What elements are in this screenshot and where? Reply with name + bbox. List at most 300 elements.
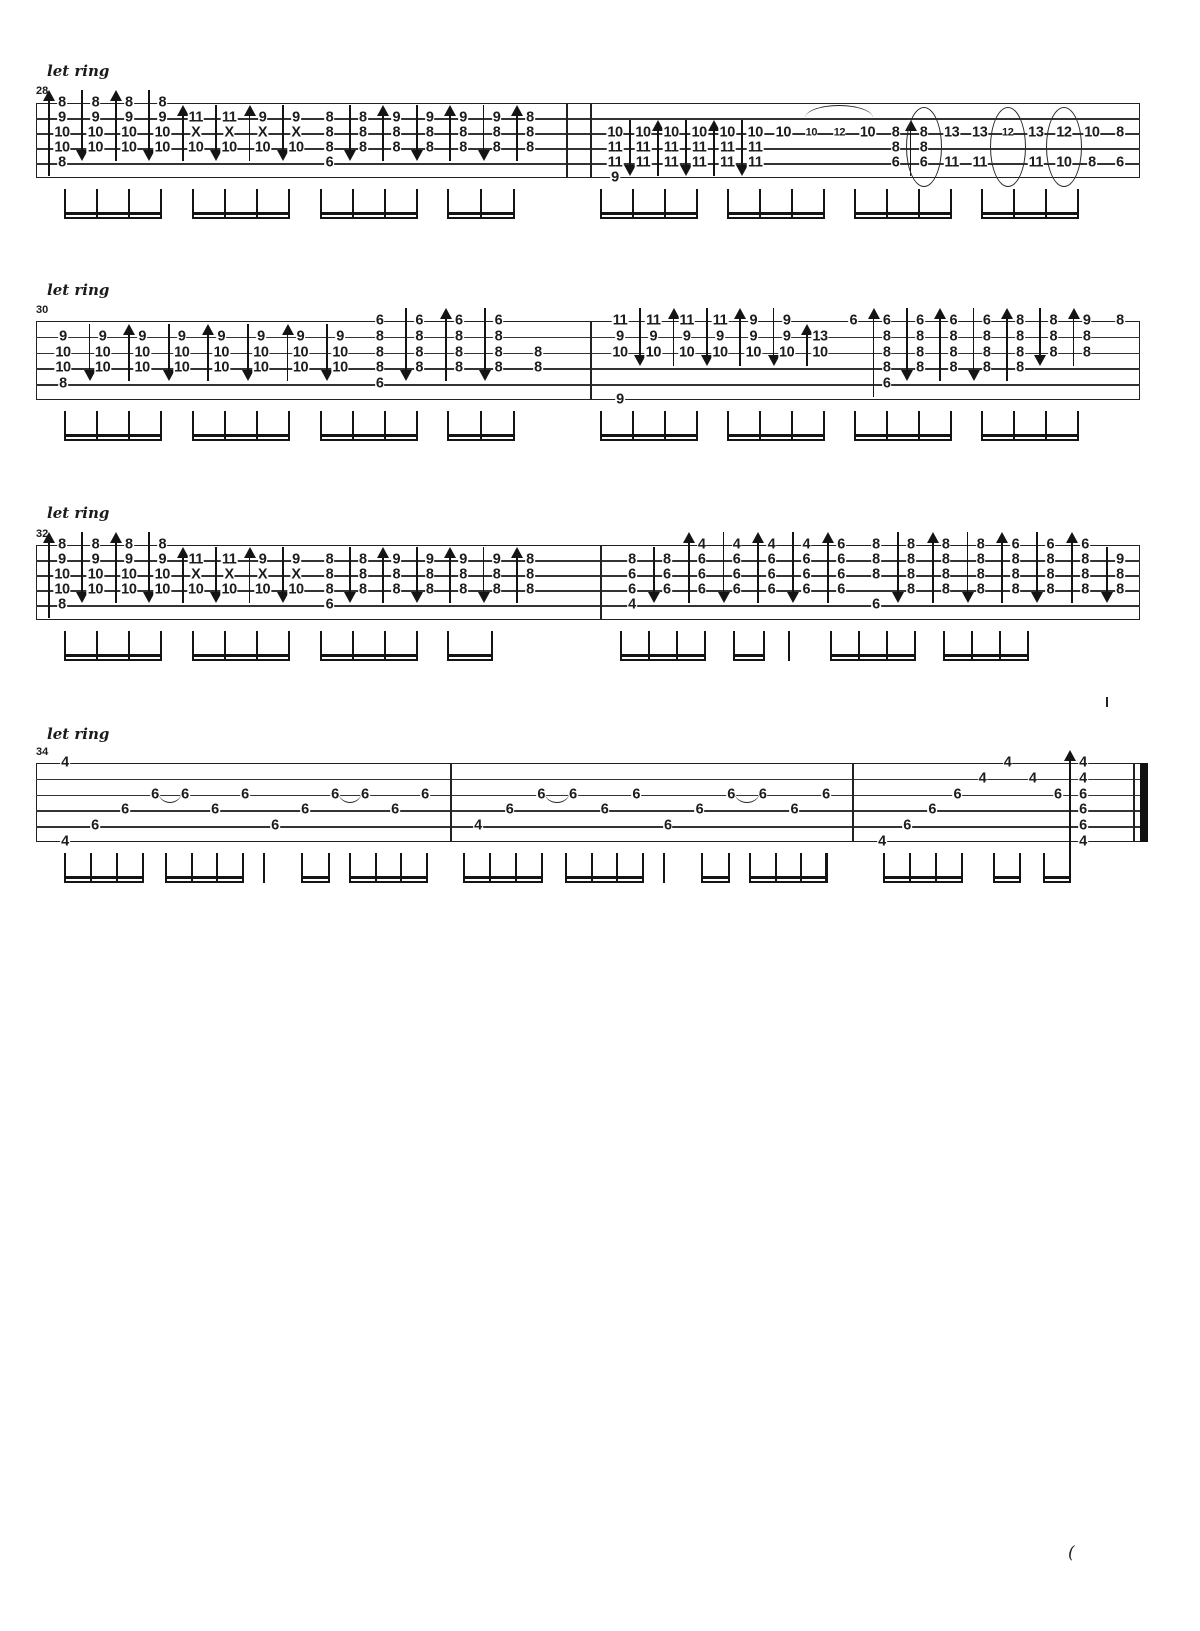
arrow-line	[326, 324, 328, 373]
fret-number: 8	[425, 139, 434, 156]
fret-number: 6	[1116, 154, 1124, 171]
fret-number: 8	[526, 551, 534, 568]
beam-bar	[301, 876, 330, 879]
fret-number: 8	[916, 360, 924, 376]
arrow-line	[182, 114, 184, 161]
arrow-line	[249, 556, 251, 603]
arrow-line	[148, 90, 150, 152]
fret-number: 10	[812, 344, 828, 361]
fret-number: 8	[919, 124, 928, 141]
arrowhead-down-icon	[344, 592, 356, 603]
fret-number: 8	[454, 344, 463, 361]
strum-up-arrow	[868, 308, 880, 397]
strum-down-arrow	[478, 547, 490, 603]
fret-number: 10	[712, 344, 728, 361]
fret-number: 8	[91, 94, 100, 111]
fret-number: 11	[1028, 154, 1044, 171]
arrowhead-down-icon	[787, 592, 799, 603]
beam-bar	[943, 654, 1029, 657]
fret-number: 8	[415, 328, 424, 345]
arrow-line	[89, 324, 91, 373]
fret-number: 10	[775, 124, 791, 141]
beam-bar	[463, 881, 543, 884]
fret-number: 8	[492, 124, 501, 141]
beam-bar	[733, 654, 765, 657]
arrow-line	[115, 541, 117, 603]
fret-number: 10	[859, 124, 876, 141]
fret-number: 9	[459, 551, 467, 568]
fret-number: 8	[941, 536, 950, 553]
fret-number: 6	[822, 786, 830, 803]
fret-number: 11	[719, 154, 735, 171]
fret-number: 8	[526, 581, 534, 598]
arrow-line	[739, 317, 741, 366]
arrow-line	[967, 532, 969, 594]
fret-number: X	[191, 566, 201, 583]
fret-number: 8	[526, 139, 534, 156]
fret-number: 4	[61, 754, 69, 771]
beam-bar	[854, 212, 952, 215]
beam-bar	[320, 439, 418, 442]
arrowhead-up-icon	[511, 547, 523, 558]
fret-number: 6	[802, 581, 811, 598]
strum-down-arrow	[648, 547, 660, 603]
arrowhead-down-icon	[411, 592, 423, 603]
fret-number: 6	[790, 802, 799, 818]
fret-number: 4	[628, 596, 636, 613]
arrowhead-down-icon	[479, 370, 491, 381]
fret-number: 8	[58, 596, 66, 613]
arrow-line	[182, 556, 184, 603]
fret-number: 11	[635, 139, 651, 156]
fret-number: 6	[301, 802, 309, 818]
stray-parenthesis-mark: (	[1068, 1543, 1075, 1563]
staff-line	[36, 384, 1140, 386]
fret-number: 9	[782, 328, 791, 345]
fret-number: 6	[953, 786, 962, 803]
fret-number: 8	[907, 581, 915, 598]
fret-number: 6	[663, 817, 672, 834]
arrowhead-down-icon	[478, 150, 490, 161]
arrowhead-up-icon	[752, 532, 764, 543]
strum-up-arrow	[996, 532, 1008, 603]
strum-down-arrow	[1101, 547, 1113, 603]
fret-number: X	[224, 566, 234, 583]
barline	[852, 763, 854, 842]
arrow-line	[1106, 547, 1108, 594]
fret-number: 8	[1081, 581, 1089, 598]
beam-bar	[727, 212, 825, 215]
fret-number: 8	[1116, 124, 1124, 141]
beam-bar	[192, 659, 290, 662]
fret-number: 11	[612, 312, 628, 329]
measure-number: 34	[36, 746, 49, 758]
fret-number: 6	[91, 817, 99, 834]
fret-number: 10	[154, 124, 170, 141]
fret-number: 8	[976, 551, 985, 568]
fret-number: 8	[415, 360, 424, 376]
fret-number: 8	[1081, 551, 1089, 568]
fret-number: 8	[916, 328, 924, 345]
fret-number: 6	[732, 566, 741, 583]
fret-number: 6	[271, 817, 279, 834]
staff-line	[36, 605, 1140, 607]
beam-bar	[447, 654, 493, 657]
let-ring-label: let ring	[47, 504, 110, 522]
fret-number: 6	[391, 802, 399, 818]
let-ring-label: let ring	[47, 62, 110, 80]
arrow-line	[445, 317, 447, 381]
fret-number: 6	[949, 312, 958, 329]
arrowhead-up-icon	[444, 547, 456, 558]
arrowhead-up-icon	[683, 532, 695, 543]
fret-number: 8	[425, 124, 434, 141]
fret-number: 10	[292, 360, 309, 376]
arrow-line	[484, 308, 486, 372]
oval-mark	[990, 107, 1026, 187]
beam-bar	[165, 876, 244, 879]
arrow-line	[741, 120, 743, 167]
arrow-line	[48, 541, 50, 618]
let-ring-label: let ring	[47, 725, 110, 743]
fret-number: 8	[325, 139, 334, 156]
let-ring-label: let ring	[47, 281, 110, 299]
fret-number: 8	[492, 566, 501, 583]
arrow-line	[685, 120, 687, 167]
fret-number: 9	[58, 109, 66, 126]
fret-number: 12	[833, 126, 846, 139]
measure-number: 28	[36, 85, 49, 97]
fret-number: 4	[878, 833, 886, 850]
fret-number: 11	[679, 312, 694, 329]
fret-number: 8	[1046, 551, 1055, 568]
strum-down-arrow	[478, 105, 490, 161]
fret-number: 8	[1016, 328, 1024, 345]
fret-number: 8	[459, 124, 467, 141]
fret-number: 8	[359, 581, 367, 598]
strum-down-arrow	[479, 308, 491, 381]
arrow-line	[405, 308, 407, 372]
fret-number: 6	[697, 581, 706, 598]
arrow-line	[897, 532, 899, 594]
fret-number: 11	[188, 109, 203, 126]
fret-number: 11	[663, 154, 679, 171]
fret-number: 8	[392, 566, 401, 583]
fret-number: 10	[87, 139, 104, 156]
strum-up-arrow	[440, 308, 452, 381]
fret-number: 8	[982, 344, 991, 361]
fret-number: 9	[296, 328, 305, 345]
arrow-line	[639, 308, 641, 357]
fret-number: 6	[758, 786, 767, 803]
fret-number: 8	[1081, 566, 1089, 583]
fret-number: 8	[526, 566, 534, 583]
fret-number: 6	[732, 551, 741, 568]
fret-number: 9	[749, 312, 758, 329]
fret-number: 6	[375, 312, 384, 329]
fret-number: 6	[767, 566, 776, 583]
fret-number: 10	[87, 124, 104, 141]
fret-number: 10	[1084, 124, 1100, 141]
fret-number: 6	[494, 312, 503, 329]
measure-number: 32	[36, 528, 49, 540]
fret-number: 6	[695, 802, 704, 818]
fret-number: 8	[628, 551, 636, 568]
beam-bar	[447, 434, 515, 437]
beam-bar	[701, 881, 730, 884]
fret-number: 8	[325, 124, 334, 141]
fret-number: 6	[121, 802, 129, 818]
fret-number: 8	[663, 551, 671, 568]
fret-number: 6	[325, 596, 334, 613]
arrow-line	[806, 333, 808, 366]
fret-number: 6	[415, 312, 424, 329]
arrow-line	[282, 105, 284, 152]
fret-number: 6	[882, 375, 891, 392]
beam-bar	[981, 212, 1079, 215]
fret-number: 11	[719, 139, 735, 156]
fret-number: 12	[1056, 124, 1072, 141]
fret-number: 6	[697, 566, 706, 583]
arrow-line	[1039, 308, 1041, 357]
arrow-line	[215, 547, 217, 594]
strum-down-arrow	[787, 532, 799, 603]
fret-number: 8	[891, 139, 900, 156]
beam-bar	[830, 654, 916, 657]
fret-number: 6	[732, 581, 741, 598]
arrowhead-up-icon	[734, 308, 746, 319]
fret-number: 4	[61, 833, 69, 850]
arrow-line	[1001, 541, 1003, 603]
fret-number: 6	[1079, 817, 1087, 834]
fret-number: 11	[691, 139, 707, 156]
fret-number: 10	[134, 360, 150, 376]
fret-number: 6	[1054, 786, 1062, 803]
fret-number: 8	[1049, 344, 1058, 361]
fret-number: 6	[916, 312, 924, 329]
fret-number: 8	[872, 551, 880, 568]
beam-bar	[64, 654, 162, 657]
fret-number: X	[291, 566, 301, 583]
beam-bar	[192, 439, 290, 442]
fret-number: 10	[213, 344, 229, 361]
fret-number: 9	[425, 551, 434, 568]
strum-down-arrow	[344, 547, 356, 603]
barline	[590, 103, 592, 178]
beam-bar	[733, 659, 765, 662]
fret-number: 8	[1016, 344, 1024, 361]
beam-bar	[165, 881, 244, 884]
beam-bar	[320, 212, 418, 215]
fret-number: 10	[94, 344, 111, 361]
arrow-line	[688, 541, 690, 603]
fret-number: 8	[982, 328, 991, 345]
beam-bar	[192, 212, 290, 215]
fret-number: X	[257, 124, 268, 141]
fret-number: 6	[1079, 786, 1087, 803]
fret-number: 10	[288, 139, 304, 156]
fret-number: 8	[949, 360, 958, 376]
fret-number: 12	[1002, 126, 1014, 139]
fret-number: 4	[767, 536, 776, 553]
fret-number: 9	[616, 391, 624, 408]
fret-number: 6	[151, 786, 159, 803]
fret-number: 8	[392, 139, 401, 156]
fret-number: 8	[492, 581, 501, 598]
arrowhead-down-icon	[962, 592, 974, 603]
fret-number: 9	[258, 109, 267, 126]
arrowhead-up-icon	[440, 308, 452, 319]
arrow-line	[287, 333, 289, 382]
fret-number: 10	[719, 124, 735, 141]
fret-number: 6	[211, 802, 219, 818]
strum-up-arrow	[1066, 532, 1078, 603]
fret-number: 8	[359, 124, 367, 141]
beam-bar	[620, 659, 706, 662]
fret-number: 10	[154, 581, 170, 598]
note-stem	[663, 853, 665, 883]
fret-number: 10	[292, 344, 309, 361]
arrowhead-up-icon	[1064, 750, 1076, 761]
arrow-line	[723, 532, 725, 594]
fret-number: 9	[682, 328, 691, 345]
fret-number: 6	[421, 786, 429, 803]
strum-up-arrow	[511, 547, 523, 603]
fret-number: 6	[663, 566, 671, 583]
arrowhead-up-icon	[868, 308, 880, 319]
fret-number: 6	[1081, 536, 1089, 553]
fret-number: 10	[288, 581, 304, 598]
beam-bar	[830, 659, 916, 662]
fret-number: 8	[1049, 328, 1058, 345]
arrow-line	[1036, 532, 1038, 594]
fret-number: 8	[459, 581, 467, 598]
fret-number: X	[257, 566, 268, 583]
note-stem	[263, 853, 265, 883]
fret-number: 8	[1011, 566, 1020, 583]
fret-number: 8	[325, 109, 334, 126]
arrow-line	[247, 324, 249, 373]
fret-number: 8	[59, 375, 67, 392]
fret-number: 6	[628, 566, 636, 583]
arrow-line	[873, 317, 875, 397]
arrow-line	[81, 532, 83, 594]
fret-number: 8	[1116, 581, 1124, 598]
fret-number: 9	[158, 551, 167, 568]
fret-number: 6	[1011, 536, 1020, 553]
fret-number: 8	[941, 581, 950, 598]
beam-bar	[463, 876, 543, 879]
fret-number: 8	[492, 139, 501, 156]
fret-number: 10	[87, 566, 104, 583]
fret-number: 8	[882, 344, 891, 361]
fret-number: 11	[607, 154, 623, 171]
arrowhead-up-icon	[244, 105, 256, 116]
fret-number: 8	[907, 551, 915, 568]
fret-number: 8	[359, 551, 367, 568]
strum-down-arrow	[901, 308, 913, 381]
fret-number: 13	[812, 328, 828, 345]
fret-number: 8	[158, 536, 167, 553]
strum-up-arrow	[934, 308, 946, 381]
staff-line	[36, 575, 1140, 577]
beam-bar	[192, 217, 290, 220]
fret-number: 8	[919, 139, 928, 156]
fret-number: 8	[375, 360, 384, 376]
fret-number: 8	[882, 328, 891, 345]
arrowhead-down-icon	[478, 592, 490, 603]
fret-number: 9	[91, 551, 100, 568]
beam-bar	[320, 434, 418, 437]
fret-number: 8	[982, 360, 991, 376]
fret-number: 13	[1028, 124, 1044, 141]
fret-number: 10	[121, 566, 137, 583]
fret-number: 13	[972, 124, 988, 141]
strum-up-arrow	[511, 105, 523, 161]
arrow-line	[215, 105, 217, 152]
staff-line	[36, 810, 1143, 812]
strum-down-arrow	[344, 105, 356, 161]
fret-number: 8	[325, 551, 334, 568]
fret-number: 10	[691, 124, 707, 141]
fret-number: 6	[505, 802, 514, 818]
fret-number: 8	[125, 94, 133, 111]
strum-down-arrow	[718, 532, 730, 603]
strum-up-arrow	[444, 105, 456, 161]
fret-number: 10	[55, 360, 71, 376]
beam-bar	[727, 439, 825, 442]
beam-bar	[993, 876, 1021, 879]
fret-number: 8	[1011, 581, 1020, 598]
fret-number: 10	[121, 581, 137, 598]
fret-number: 6	[903, 817, 911, 834]
arrow-line	[249, 114, 251, 161]
fret-number: 10	[607, 124, 623, 141]
fret-number: 6	[837, 551, 845, 568]
fret-number: 8	[1082, 328, 1091, 345]
arrowhead-up-icon	[1001, 308, 1013, 319]
strum-up-arrow	[927, 532, 939, 603]
fret-number: 8	[459, 566, 467, 583]
fret-number: 8	[158, 94, 167, 111]
arrowhead-up-icon	[996, 532, 1008, 543]
staff-line	[36, 795, 1143, 797]
fret-number: 6	[697, 551, 706, 568]
beam-bar	[64, 876, 144, 879]
fret-number: 9	[125, 551, 133, 568]
fret-number: 8	[494, 344, 503, 361]
fret-number: 6	[1046, 536, 1055, 553]
strum-up-arrow	[1001, 308, 1013, 381]
fret-number: 10	[612, 344, 628, 361]
beam-bar	[883, 876, 963, 879]
fret-number: 6	[331, 786, 339, 803]
arrowhead-up-icon	[927, 532, 939, 543]
fret-number: 4	[732, 536, 741, 553]
arrow-line	[792, 532, 794, 594]
fret-number: 8	[907, 566, 915, 583]
beam-bar	[600, 439, 698, 442]
fret-number: 6	[891, 154, 900, 171]
fret-number: X	[191, 124, 201, 141]
arrow-line	[757, 541, 759, 603]
fret-number: 8	[459, 139, 467, 156]
fret-number: 4	[802, 536, 811, 553]
measure-number: 30	[36, 304, 49, 316]
strum-down-arrow	[1034, 308, 1046, 366]
fret-number: 8	[526, 124, 534, 141]
fret-number: 8	[916, 344, 924, 361]
